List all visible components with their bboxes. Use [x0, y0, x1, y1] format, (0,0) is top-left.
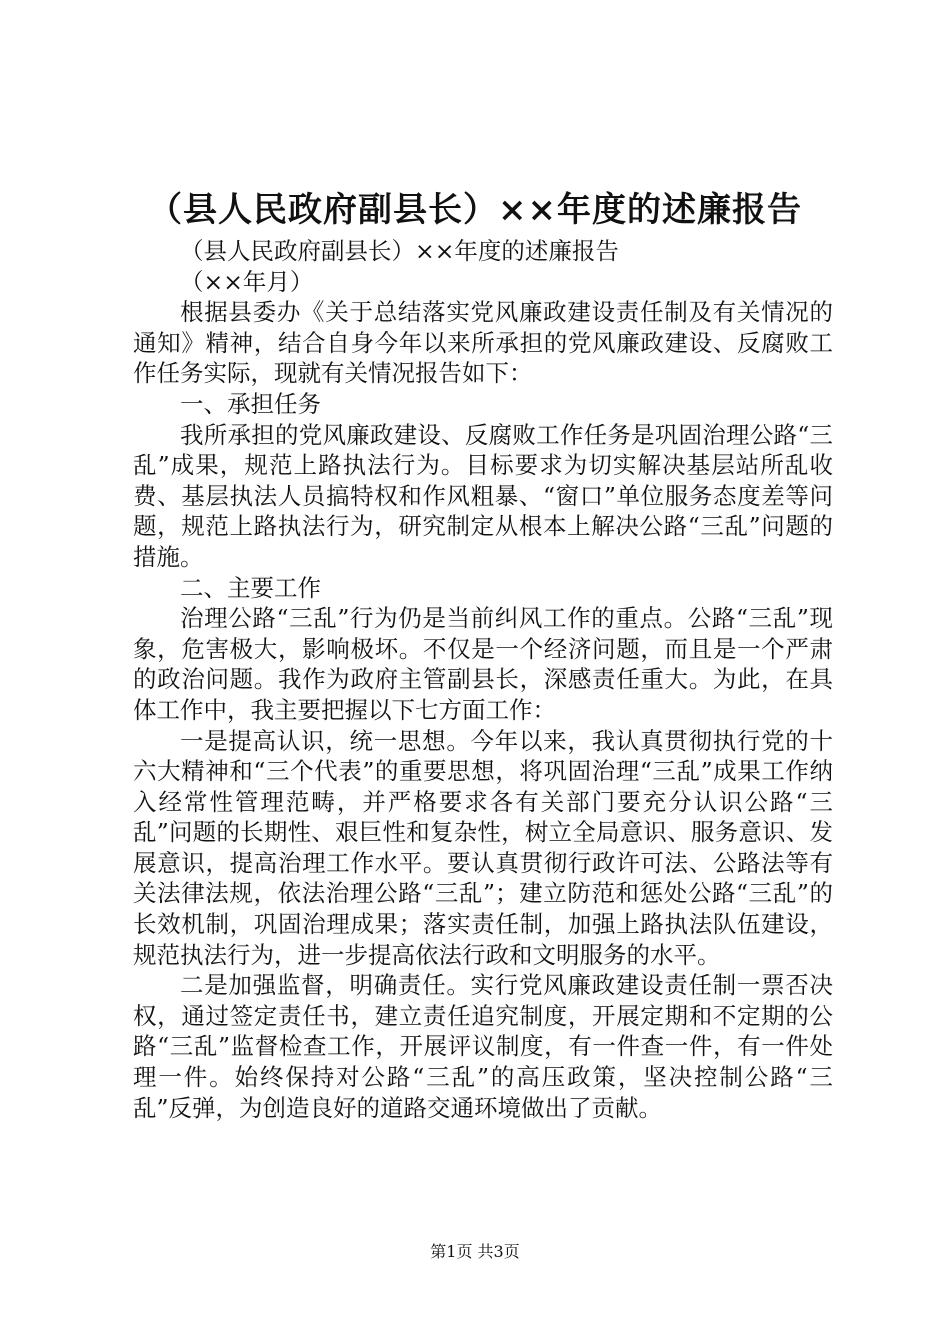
- tasks-paragraph: 我所承担的党风廉政建设、反腐败工作任务是巩固治理公路“三乱”成果，规范上路执法行为。目标要求为切实解决基层站所乱收费、基层执法人员搞特权和作风粗暴、“窗口”单位服务态度差等问题，规范上路执法行为，研究制定从根本上解决公路“三乱”问题的措施。: [133, 420, 833, 571]
- point-one-paragraph: 一是提高认识，统一思想。今年以来，我认真贯彻执行党的十六大精神和“三个代表”的重要思想，将巩固治理“三乱”成果工作纳入经常性管理范畴，并严格要求各有关部门要充分认识公路“三乱”问题的长期性、艰巨性和复杂性，树立全局意识、服务意识、发展意识，提高治理工作水平。要认真贯彻行政许可法、公路法等有关法律法规，依法治理公路“三乱”；建立防范和惩处公路“三乱”的长效机制，巩固治理成果；落实责任制，加强上路执法队伍建设，规范执法行为，进一步提高依法行政和文明服务的水平。: [133, 726, 833, 969]
- subtitle-line: （县人民政府副县长）××年度的述廉报告: [180, 237, 619, 265]
- section-heading-tasks: 一、承担任务: [180, 389, 321, 418]
- document-body: [133, 236, 833, 1123]
- document-title: （县人民政府副县长）××年度的述廉报告: [148, 190, 802, 230]
- section-heading-work: 二、主要工作: [180, 573, 321, 602]
- page-number-footer: 第1页 共3页: [430, 1242, 520, 1261]
- date-line: （××年月）: [180, 267, 314, 296]
- work-paragraph: 治理公路“三乱”行为仍是当前纠风工作的重点。公路“三乱”现象，危害极大，影响极坏。不仅是一个经济问题，而且是一个严肃的政治问题。我作为政府主管副县长，深感责任重大。为此，在具体工作中，我主要把握以下七方面工作：: [133, 604, 833, 724]
- intro-paragraph: 根据县委办《关于总结落实党风廉政建设责任制及有关情况的通知》精神，结合自身今年以来所承担的党风廉政建设、反腐败工作任务实际，现就有关情况报告如下：: [133, 298, 833, 388]
- point-two-paragraph: 二是加强监督，明确责任。实行党风廉政建设责任制一票否决权，通过签定责任书，建立责任追究制度，开展定期和不定期的公路“三乱”监督检查工作，开展评议制度，有一件查一件，有一件处理一件。始终保持对公路“三乱”的高压政策，坚决控制公路“三乱”反弹，为创造良好的道路交通环境做出了贡献。: [133, 971, 833, 1122]
